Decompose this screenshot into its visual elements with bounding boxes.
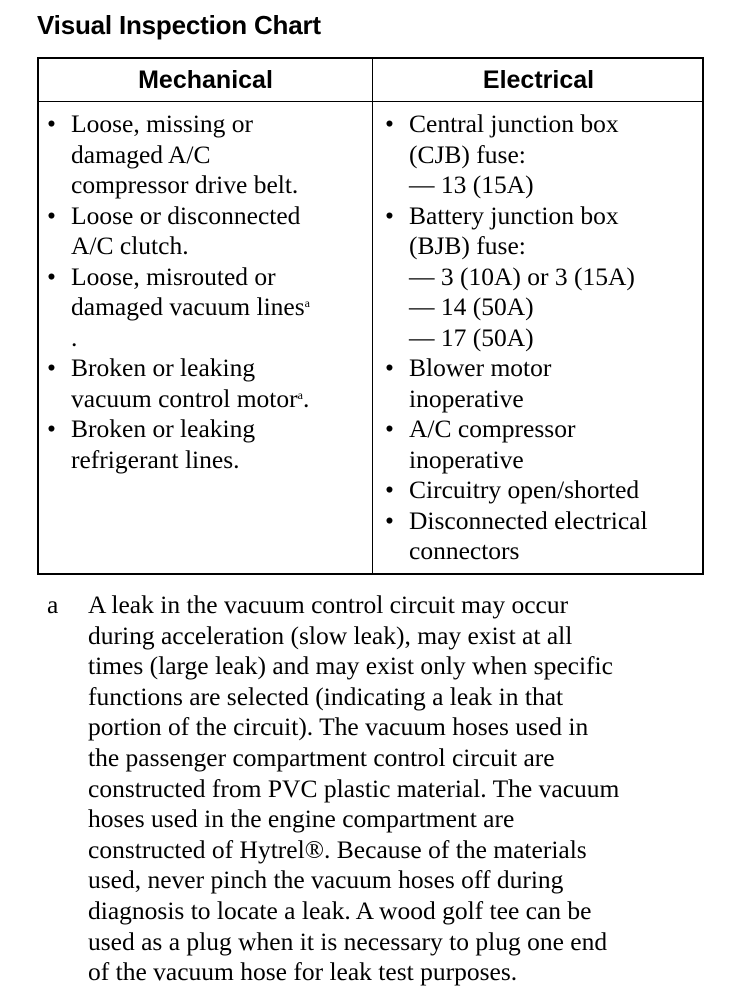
electrical-item [385,201,701,354]
bullet-icon: • [385,414,394,443]
mechanical-item-line: damaged vacuum lines$^a$ [71,292,310,321]
electrical-column [385,109,701,567]
mechanical-item-line: Broken or leaking [71,414,256,443]
bullet-icon: • [385,200,394,230]
bullet-icon: • [385,505,394,535]
electrical-item-line: — 13 (15A) [409,170,534,199]
column-header-mechanical: Mechanical [138,66,273,94]
electrical-item [385,475,701,506]
header-divider [39,101,702,102]
electrical-item-line: inoperative [409,383,524,413]
footnote-reference: a [304,296,310,310]
mechanical-item-line: vacuum control motor$^a$. [71,383,310,413]
bullet-icon: • [47,200,56,230]
mechanical-item-line: A/C clutch. [71,231,189,260]
bullet-icon: • [385,353,394,382]
electrical-item-line: Central junction box [409,109,619,138]
mechanical-item [47,201,369,262]
mechanical-item-line: refrigerant lines. [71,444,240,474]
electrical-item-line: Blower motor [409,353,552,382]
electrical-item-line: A/C compressor [409,414,576,443]
trailing-period: . [302,383,310,413]
electrical-item-line: Circuitry open/shorted [409,475,640,504]
column-divider [372,59,373,573]
mechanical-item [47,109,369,201]
electrical-item-line: — 3 (10A) or 3 (15A) [409,261,635,291]
mechanical-item [47,414,369,475]
bullet-icon: • [385,109,394,138]
mechanical-item-line: damaged A/C [71,139,211,169]
trailing-period: . [71,322,78,352]
inspection-table [37,57,704,575]
electrical-item-line: — 14 (50A) [409,292,534,321]
mechanical-column [47,109,369,475]
electrical-item [385,506,701,567]
electrical-item-line: connectors [409,536,520,565]
mechanical-item-line: compressor drive belt. [71,170,299,199]
page-title: Visual Inspection Chart [37,10,321,40]
electrical-item [385,109,701,201]
bullet-icon: • [47,261,56,291]
mechanical-item-line: Loose, missing or [71,109,254,138]
bullet-icon: • [47,353,56,382]
electrical-item-line: (BJB) fuse: [409,231,526,260]
mechanical-item [47,262,369,354]
electrical-item [385,414,701,475]
electrical-item-line: inoperative [409,444,524,474]
electrical-item-line: — 17 (50A) [409,322,534,352]
electrical-item-line: Disconnected electrical [409,505,648,535]
footnote-reference: a [297,387,303,402]
column-header-electrical: Electrical [482,66,595,94]
bullet-icon: • [47,109,56,138]
electrical-item-line: Battery junction box [409,200,619,230]
footnote-mark: a [47,590,59,619]
electrical-item [385,353,701,414]
electrical-item-line: (CJB) fuse: [409,139,526,169]
mechanical-item-line: Loose, misrouted or [71,261,276,291]
mechanical-item [47,353,369,414]
bullet-icon: • [47,414,56,443]
footnote-text: A leak in the vacuum control circuit may occur during acceleration (slow leak), may exist at all times (large leak) and may exist only when specific functions are selected (indicating a leak in that portion of the circuit). The vacuum hoses used in the passenger compartment control circuit are constructed from PVC plastic material. The vacuum hoses used in the engine compartment are constructed of Hytrel®. Because of the materials used, never pinch the vacuum hoses off during diagnosis to locate a leak. A wood golf tee can be used as a plug when it is necessary to plug one end of the vacuum hose for leak test purposes. [88,590,620,987]
bullet-icon: • [385,475,394,504]
mechanical-item-line: Broken or leaking [71,353,256,382]
mechanical-item-line: Loose or disconnected [71,200,301,230]
